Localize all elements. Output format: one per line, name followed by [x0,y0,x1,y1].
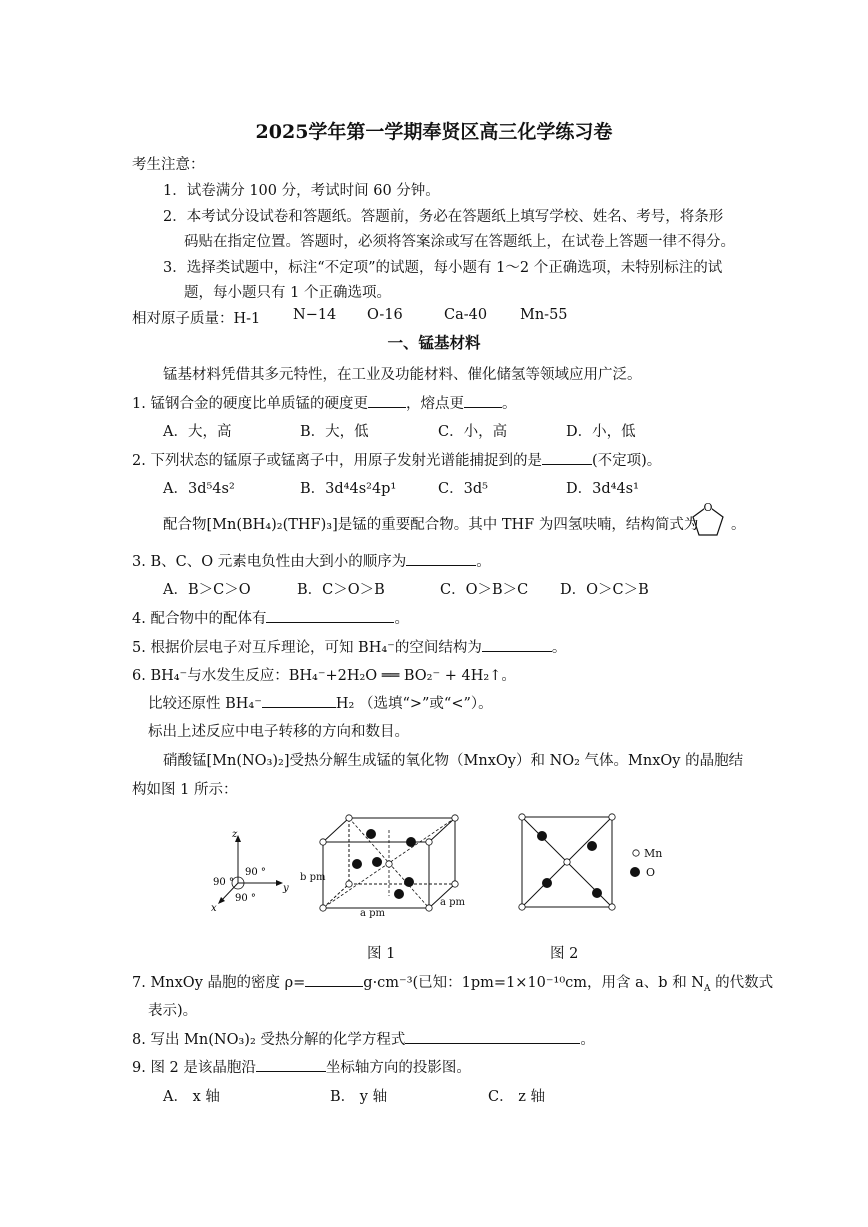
manganese-atom [346,881,352,887]
q9-option-a: A． x 轴 [163,1089,220,1105]
answer-blank [305,972,363,987]
q9-option-b: B． y 轴 [330,1089,388,1105]
answer-blank [464,393,502,408]
oxygen-atom [366,829,376,839]
question-6: 6. BH₄⁻与水发生反应：BH₄⁻+2H₂O ══ BO₂⁻ + 4H₂↑。 [132,668,516,684]
notice-item-2-cont: 码贴在指定位置。答题时，必须将答案涂或写在答题纸上，在试卷上答题一律不得分。 [184,234,735,250]
answer-blank [482,637,552,652]
q2-option-d: D．3d⁴4s¹ [566,481,639,497]
manganese-atom [426,839,432,845]
thf-structure-icon [688,500,728,542]
manganese-atom [564,859,570,865]
question-5: 5. 根据价层电子对互斥理论，可知 BH₄⁻的空间结构为 。 [132,636,566,657]
answer-blank [266,608,394,623]
oxygen-atom [406,837,416,847]
answer-blank [262,693,336,708]
manganese-atom [452,881,458,887]
section-title: 一、锰基材料 [387,333,481,352]
answer-blank [405,1029,580,1044]
oxygen-atom [352,859,362,869]
manganese-atom [452,815,458,821]
legend-mn-icon [630,847,642,859]
oxygen-atom [372,857,382,867]
crystal-intro-1: 硝酸锰[Mn(NO₃)₂]受热分解生成锰的氧化物（MnxOy）和 NO₂ 气体。MnxOy 的晶胞结 [163,753,744,769]
q3-option-d: D．O＞C＞B [560,582,649,598]
legend-o-label: O [646,866,656,879]
projection-figure-2 [517,812,617,912]
section-intro: 锰基材料凭借其多元特性，在工业及功能材料、催化储氢等领域应用广泛。 [163,367,642,383]
axis-x-label: x [211,903,217,914]
angle-label: 90 ° [235,893,256,904]
answer-blank [406,551,476,566]
atomic-mass-n: N−14 [293,307,337,323]
question-7-cont: 表示)。 [148,1003,198,1019]
complex-intro: 配合物[Mn(BH₄)₂(THF)₃]是锰的重要配合物。其中 THF 为四氢呋喃，结构简式为 [163,517,699,533]
atomic-mass-o: O-16 [367,307,403,323]
oxygen-atom [394,889,404,899]
axis-z-label: z [232,829,238,840]
cell-b-label: b pm [300,872,326,883]
question-7: 7. MnxOy 晶胞的密度 ρ= g·cm⁻³(已知：1pm=1×10⁻¹⁰cm，用含 a、b 和 $N_A$ 的代数式 [132,971,773,994]
coordinate-axes-diagram [205,825,295,915]
oxygen-atom [404,877,414,887]
oxygen-atom [537,831,547,841]
atomic-mass-ca: Ca-40 [444,307,488,323]
oxygen-atom [542,878,552,888]
q1-option-d: D．小，低 [566,424,636,440]
manganese-atom [609,904,615,910]
notice-item-3: 3．选择类试题中，标注“不定项”的试题，每小题有 1～2 个正确选项，未特别标注的试 [163,260,723,276]
crystal-intro-2: 构如图 1 所示： [132,782,238,798]
q3-option-b: B．C＞O＞B [297,582,385,598]
legend-o-icon [628,865,642,879]
axis-y-label: y [283,883,289,894]
notice-item-2: 2．本考试分设试卷和答题纸。答题前，务必在答题纸上填写学校、姓名、考号，将条形 [163,209,724,225]
question-6-compare: 比较还原性 BH₄⁻ H₂ （选填“>”或“<”）。 [148,692,493,713]
q1-option-b: B．大，低 [300,424,369,440]
q3-option-c: C．O＞B＞C [440,582,529,598]
q9-option-c: C． z 轴 [488,1089,545,1105]
q1-option-a: A．大，高 [163,424,232,440]
angle-label: 90 ° [245,867,266,878]
question-6-transfer: 标出上述反应中电子转移的方向和数目。 [148,724,409,740]
cell-a-label-bottom: a pm [360,908,386,919]
question-1: 1. 锰钢合金的硬度比单质锰的硬度更 ，熔点更 。 [132,392,516,413]
q2-option-c: C．3d⁵ [438,481,488,497]
question-9: 9. 图 2 是该晶胞沿 坐标轴方向的投影图。 [132,1056,471,1077]
notice-item-3-cont: 题，每小题只有 1 个正确选项。 [184,285,391,301]
question-8: 8. 写出 Mn(NO₃)₂ 受热分解的化学方程式 。 [132,1028,595,1049]
manganese-atom [519,814,525,820]
legend-mn-label: Mn [644,847,663,860]
complex-intro-end: 。 [731,517,746,533]
figure-2-caption: 图 2 [550,946,579,962]
oxygen-atom [587,841,597,851]
manganese-atom [609,814,615,820]
answer-blank [542,450,592,465]
manganese-atom [346,815,352,821]
q1-option-c: C．小，高 [438,424,508,440]
q2-option-a: A．3d⁵4s² [163,481,235,497]
atomic-mass-label: 相对原子质量：H-1 [132,311,261,327]
angle-label: 90 ° [213,877,234,888]
atomic-mass-mn: Mn-55 [520,307,568,323]
question-3: 3. B、C、O 元素电负性由大到小的顺序为 。 [132,550,491,571]
manganese-atom [426,905,432,911]
oxygen-atom [592,888,602,898]
exam-title: 2025学年第一学期奉贤区高三化学练习卷 [255,121,613,143]
manganese-atom [386,861,392,867]
manganese-atom [320,839,326,845]
q2-option-b: B．3d⁴4s²4p¹ [300,481,397,497]
answer-blank [256,1057,326,1072]
answer-blank [368,393,406,408]
svg-text:O: O [703,501,713,514]
figure-1-caption: 图 1 [367,946,396,962]
notice-heading: 考生注意： [132,157,205,173]
question-4: 4. 配合物中的配体有 。 [132,607,409,628]
question-2: 2. 下列状态的锰原子或锰离子中，用原子发射光谱能捕捉到的是 (不定项)。 [132,449,661,470]
cell-a-label-side: a pm [440,897,466,908]
notice-item-1: 1．试卷满分 100 分，考试时间 60 分钟。 [163,183,440,199]
q3-option-a: A．B＞C＞O [163,582,251,598]
manganese-atom [320,905,326,911]
manganese-atom [519,904,525,910]
